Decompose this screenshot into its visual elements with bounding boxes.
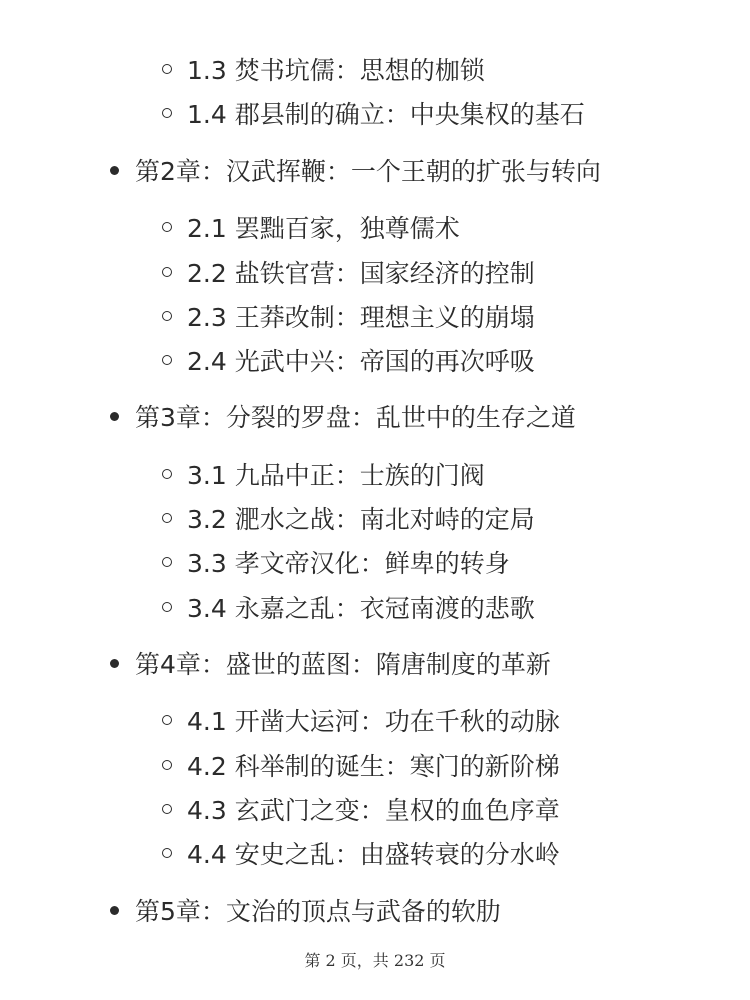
filled-bullet-icon — [110, 906, 119, 915]
toc-entry-text: 4.3 玄武门之变：皇权的血色序章 — [187, 796, 560, 825]
toc-entry-text: 2.3 王莽改制：理想主义的崩塌 — [187, 303, 535, 332]
toc-entry-text: 2.2 盐铁官营：国家经济的控制 — [187, 259, 535, 288]
hollow-bullet-icon — [162, 222, 172, 232]
toc-subsection-4-3 — [162, 790, 560, 830]
toc-entry-text: 3.4 永嘉之乱：衣冠南渡的悲歌 — [187, 594, 535, 623]
hollow-bullet-icon — [162, 715, 172, 725]
toc-subsection-2-4 — [162, 341, 535, 381]
toc-entry-text: 2.1 罢黜百家，独尊儒术 — [187, 214, 460, 243]
hollow-bullet-icon — [162, 311, 172, 321]
toc-chapter-text: 第2章：汉武挥鞭：一个王朝的扩张与转向 — [135, 157, 601, 186]
toc-entry-text: 1.3 焚书坑儒：思想的枷锁 — [187, 56, 485, 85]
toc-entry-text: 3.3 孝文帝汉化：鲜卑的转身 — [187, 549, 510, 578]
toc-subsection-2-2 — [162, 253, 535, 293]
toc-subsection-4-2 — [162, 746, 560, 786]
hollow-bullet-icon — [162, 804, 172, 814]
toc-subsection-3-3 — [162, 543, 510, 583]
hollow-bullet-icon — [162, 267, 172, 277]
toc-chapter-text: 第3章：分裂的罗盘：乱世中的生存之道 — [135, 403, 576, 432]
toc-subsection-2-1 — [162, 208, 460, 248]
filled-bullet-icon — [110, 166, 119, 175]
toc-subsection-3-4 — [162, 588, 535, 628]
hollow-bullet-icon — [162, 108, 172, 118]
hollow-bullet-icon — [162, 355, 172, 365]
hollow-bullet-icon — [162, 513, 172, 523]
toc-subsection-1-3 — [162, 50, 485, 90]
toc-entry-text: 4.1 开凿大运河：功在千秋的动脉 — [187, 707, 560, 736]
toc-subsection-4-4 — [162, 834, 560, 874]
hollow-bullet-icon — [162, 760, 172, 770]
toc-entry-text: 2.4 光武中兴：帝国的再次呼吸 — [187, 347, 535, 376]
toc-chapter-text: 第5章：文治的顶点与武备的软肋 — [135, 897, 501, 926]
hollow-bullet-icon — [162, 469, 172, 479]
toc-subsection-3-1 — [162, 455, 485, 495]
toc-chapter-5 — [110, 891, 501, 931]
toc-subsection-1-4 — [162, 94, 585, 134]
toc-chapter-3 — [110, 397, 576, 437]
toc-entry-text: 3.2 淝水之战：南北对峙的定局 — [187, 505, 535, 534]
hollow-bullet-icon — [162, 602, 172, 612]
toc-subsection-4-1 — [162, 701, 560, 741]
hollow-bullet-icon — [162, 64, 172, 74]
filled-bullet-icon — [110, 659, 119, 668]
toc-entry-text: 4.4 安史之乱：由盛转衰的分水岭 — [187, 840, 560, 869]
filled-bullet-icon — [110, 412, 119, 421]
toc-subsection-2-3 — [162, 297, 535, 337]
hollow-bullet-icon — [162, 557, 172, 567]
toc-chapter-text: 第4章：盛世的蓝图：隋唐制度的革新 — [135, 650, 551, 679]
hollow-bullet-icon — [162, 848, 172, 858]
page-number-footer: 第 2 页，共 232 页 — [304, 951, 446, 970]
toc-entry-text: 3.1 九品中正：士族的门阀 — [187, 461, 485, 490]
toc-chapter-4 — [110, 644, 551, 684]
toc-entry-text: 1.4 郡县制的确立：中央集权的基石 — [187, 100, 585, 129]
toc-chapter-2 — [110, 151, 601, 191]
toc-entry-text: 4.2 科举制的诞生：寒门的新阶梯 — [187, 752, 560, 781]
toc-subsection-3-2 — [162, 499, 535, 539]
